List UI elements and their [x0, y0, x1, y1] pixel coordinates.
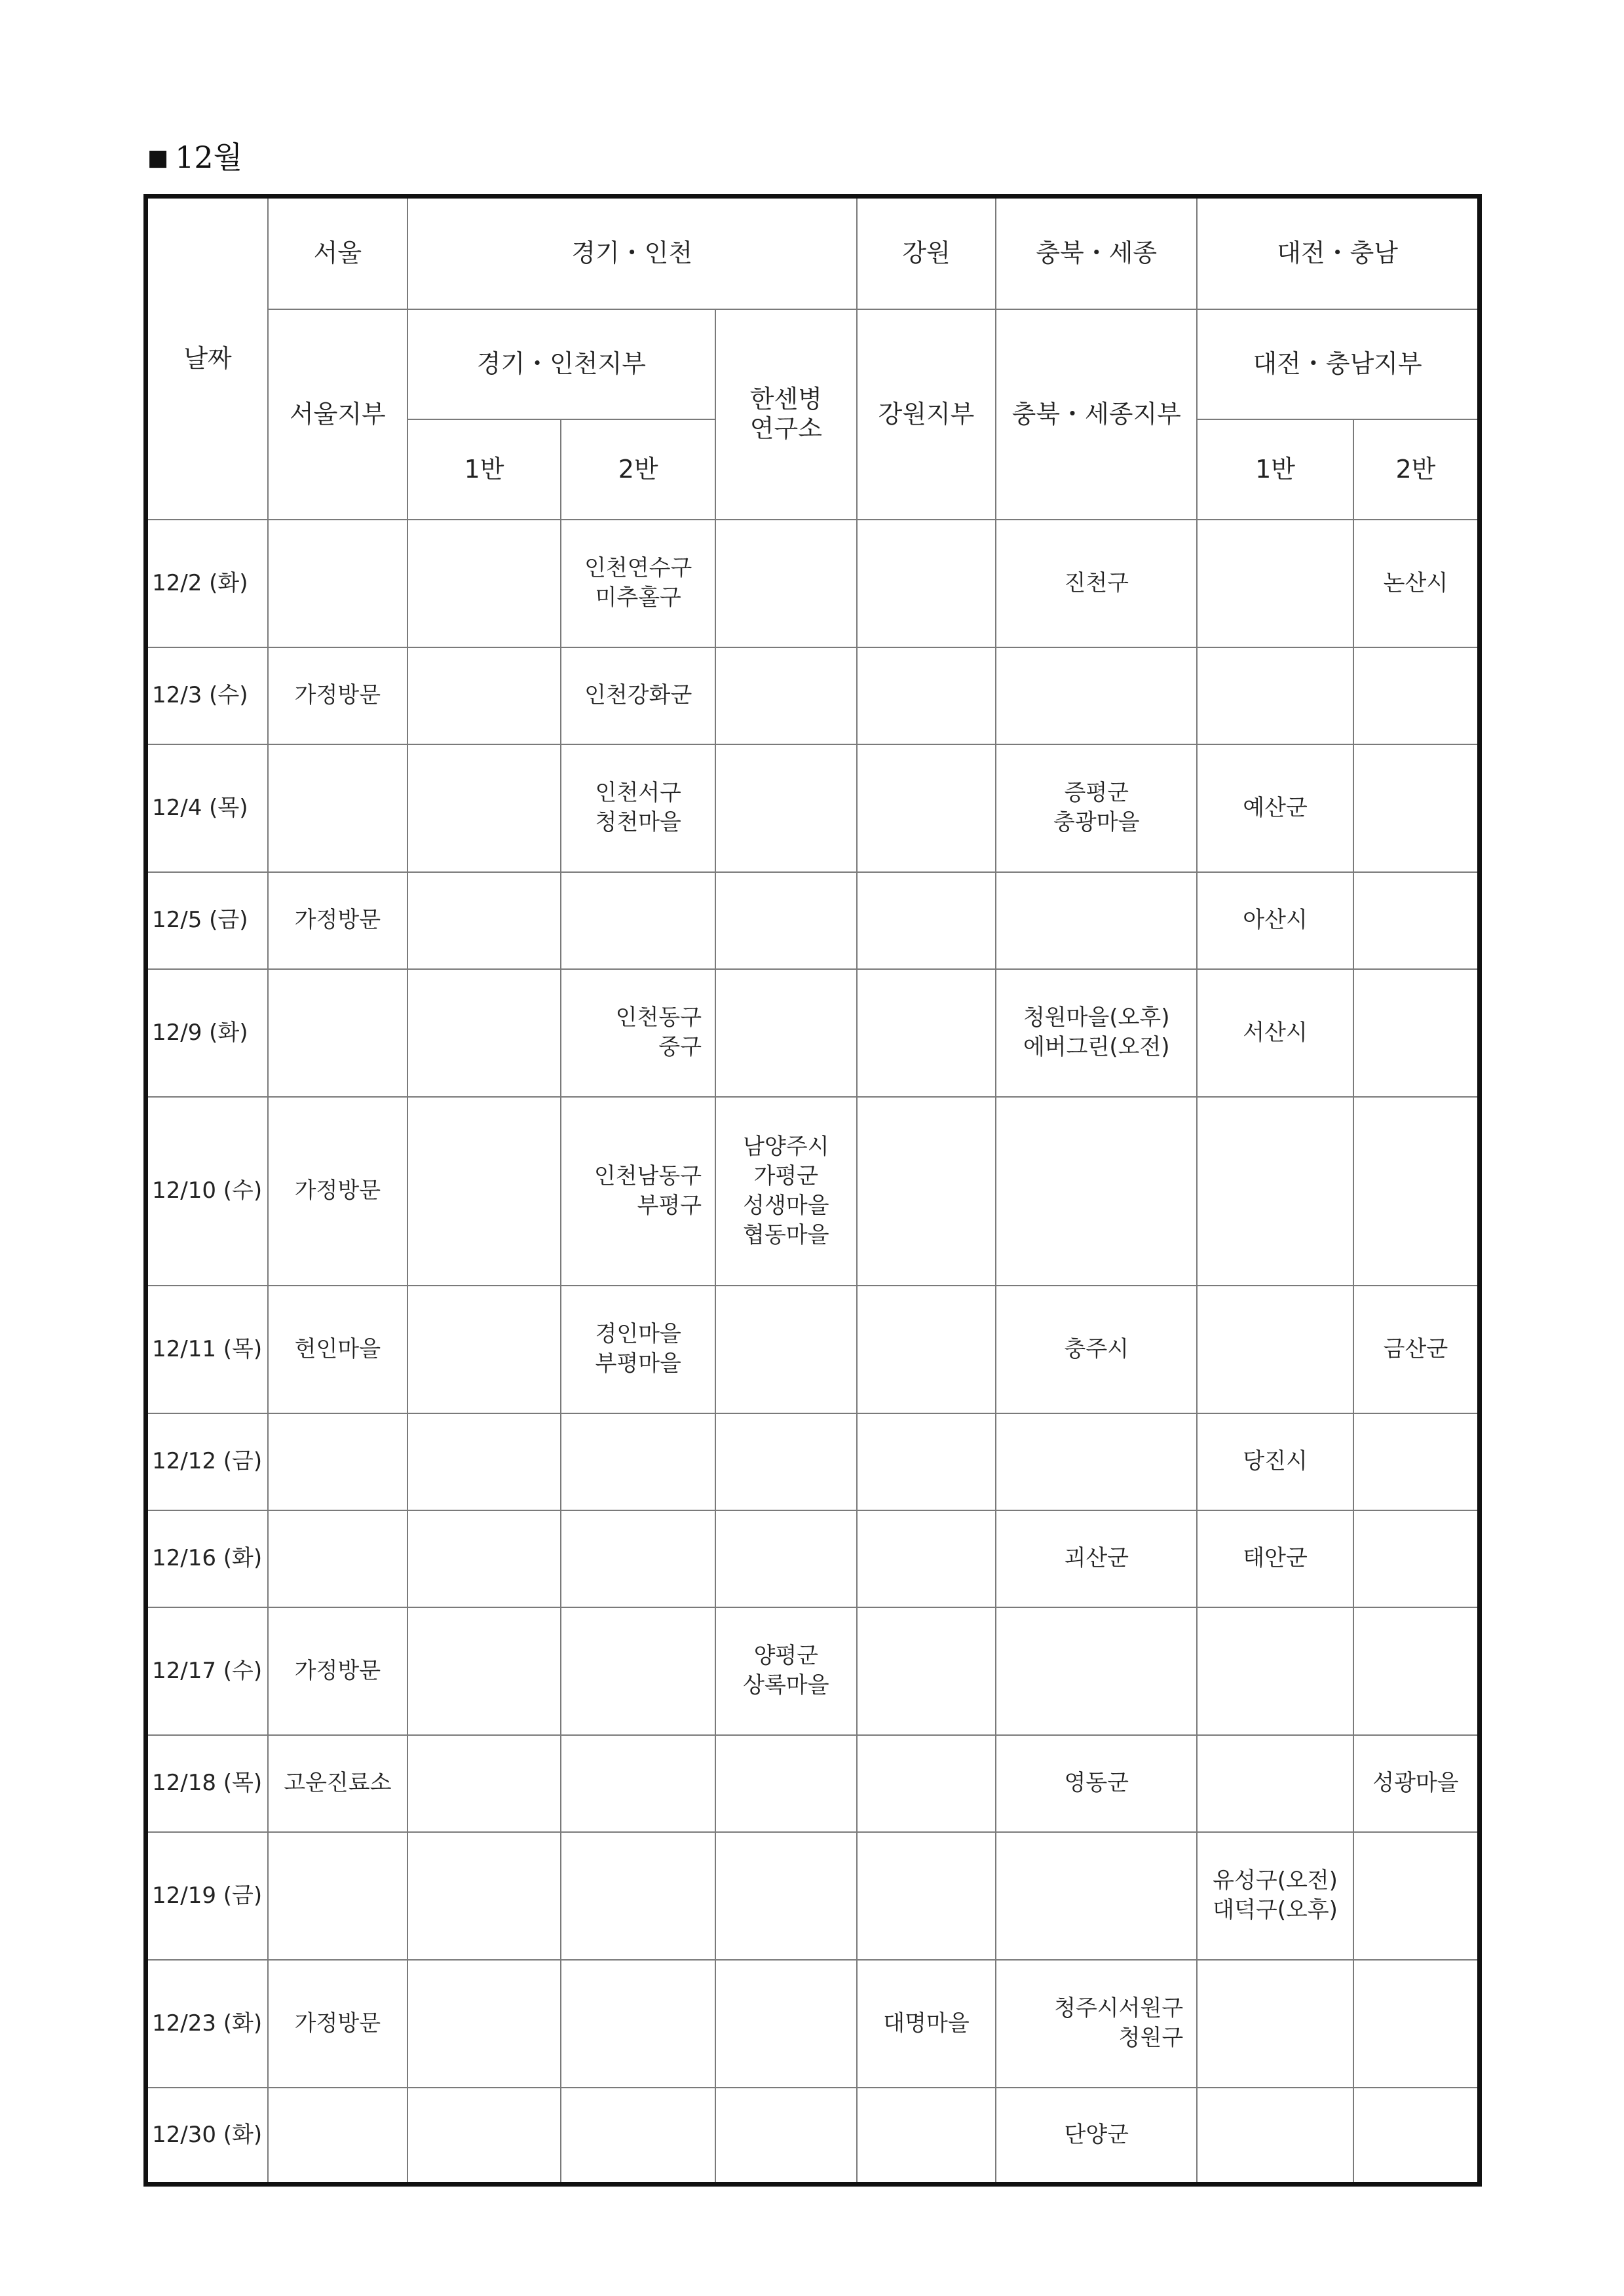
table-row — [146, 744, 1480, 872]
cell-g1 — [407, 1097, 561, 1286]
cell-research — [715, 1960, 857, 2088]
cell-chungbuk: 단양군 — [996, 2088, 1197, 2185]
header-row-branches — [146, 309, 1480, 419]
header-region-daejeon: 대전・충남 — [1197, 197, 1479, 309]
cell-g2 — [561, 1960, 715, 2088]
cell-g2 — [561, 1832, 715, 1960]
cell-gangwon — [857, 1413, 996, 1510]
cell-research — [715, 1413, 857, 1510]
cell-g2 — [561, 1413, 715, 1510]
cell-gangwon — [857, 1735, 996, 1832]
cell-g2: 인천동구 중구 — [561, 969, 715, 1097]
cell-g1 — [407, 520, 561, 647]
cell-chungbuk: 증평군 충광마을 — [996, 744, 1197, 872]
cell-gangwon — [857, 744, 996, 872]
date-cell: 12/2 (화) — [146, 520, 269, 647]
cell-gangwon — [857, 1510, 996, 1607]
cell-gangwon — [857, 1286, 996, 1413]
cell-seoul — [268, 1413, 407, 1510]
cell-d1 — [1197, 1286, 1353, 1413]
header-row-regions — [146, 197, 1480, 309]
cell-research — [715, 647, 857, 744]
page-heading — [147, 134, 242, 181]
cell-chungbuk: 괴산군 — [996, 1510, 1197, 1607]
date-cell: 12/19 (금) — [146, 1832, 269, 1960]
cell-gangwon — [857, 969, 996, 1097]
header-group-d2: 2반 — [1353, 419, 1480, 520]
cell-chungbuk: 영동군 — [996, 1735, 1197, 1832]
cell-research — [715, 2088, 857, 2185]
cell-chungbuk: 충주시 — [996, 1286, 1197, 1413]
cell-seoul — [268, 969, 407, 1097]
cell-research — [715, 1832, 857, 1960]
header-region-chungbuk: 충북・세종 — [996, 197, 1197, 309]
cell-chungbuk: 청주시서원구 청원구 — [996, 1960, 1197, 2088]
cell-chungbuk — [996, 1413, 1197, 1510]
date-cell: 12/3 (수) — [146, 647, 269, 744]
cell-seoul: 고운진료소 — [268, 1735, 407, 1832]
cell-research — [715, 1735, 857, 1832]
cell-d1 — [1197, 520, 1353, 647]
cell-g2: 인천강화군 — [561, 647, 715, 744]
cell-research — [715, 744, 857, 872]
cell-research — [715, 969, 857, 1097]
date-cell: 12/30 (화) — [146, 2088, 269, 2185]
cell-g1 — [407, 1960, 561, 2088]
cell-gangwon — [857, 872, 996, 969]
cell-g2 — [561, 2088, 715, 2185]
header-group-d1: 1반 — [1197, 419, 1353, 520]
cell-g1 — [407, 1735, 561, 1832]
cell-d2 — [1353, 1832, 1480, 1960]
cell-g1 — [407, 1286, 561, 1413]
header-branch-seoul: 서울지부 — [268, 309, 407, 520]
cell-d1: 서산시 — [1197, 969, 1353, 1097]
cell-d2 — [1353, 2088, 1480, 2185]
table-row — [146, 1735, 1480, 1832]
table-row — [146, 969, 1480, 1097]
table-row — [146, 872, 1480, 969]
header-group-g2: 2반 — [561, 419, 715, 520]
date-cell: 12/23 (화) — [146, 1960, 269, 2088]
cell-chungbuk — [996, 647, 1197, 744]
cell-g2: 인천연수구 미추홀구 — [561, 520, 715, 647]
date-cell: 12/12 (금) — [146, 1413, 269, 1510]
cell-d2: 논산시 — [1353, 520, 1480, 647]
cell-gangwon — [857, 1607, 996, 1735]
cell-research — [715, 1286, 857, 1413]
header-branch-gangwon: 강원지부 — [857, 309, 996, 520]
cell-d2 — [1353, 1097, 1480, 1286]
cell-g1 — [407, 969, 561, 1097]
cell-gangwon — [857, 2088, 996, 2185]
cell-seoul: 가정방문 — [268, 1960, 407, 2088]
table-row — [146, 2088, 1480, 2185]
date-cell: 12/9 (화) — [146, 969, 269, 1097]
date-cell: 12/10 (수) — [146, 1097, 269, 1286]
cell-chungbuk — [996, 1607, 1197, 1735]
table-row — [146, 1413, 1480, 1510]
cell-chungbuk: 청원마을(오후) 에버그린(오전) — [996, 969, 1197, 1097]
cell-d2 — [1353, 1607, 1480, 1735]
date-cell: 12/17 (수) — [146, 1607, 269, 1735]
cell-gangwon — [857, 647, 996, 744]
cell-d1: 당진시 — [1197, 1413, 1353, 1510]
cell-seoul — [268, 1832, 407, 1960]
cell-chungbuk — [996, 1097, 1197, 1286]
cell-d2 — [1353, 1960, 1480, 2088]
cell-d2 — [1353, 969, 1480, 1097]
cell-d1 — [1197, 1097, 1353, 1286]
square-bullet-icon: ■ — [147, 145, 169, 171]
cell-gangwon — [857, 520, 996, 647]
cell-seoul: 가정방문 — [268, 1607, 407, 1735]
table-row — [146, 1832, 1480, 1960]
header-region-gangwon: 강원 — [857, 197, 996, 309]
cell-g2: 인천서구 청천마을 — [561, 744, 715, 872]
header-date: 날짜 — [146, 197, 269, 520]
cell-chungbuk — [996, 872, 1197, 969]
header-region-gyeonggi: 경기・인천 — [407, 197, 857, 309]
cell-d2 — [1353, 1510, 1480, 1607]
cell-gangwon — [857, 1097, 996, 1286]
cell-g2 — [561, 1735, 715, 1832]
cell-g2 — [561, 872, 715, 969]
cell-d2: 성광마을 — [1353, 1735, 1480, 1832]
schedule-table — [143, 194, 1482, 2187]
header-branch-chungbuk: 충북・세종지부 — [996, 309, 1197, 520]
cell-research — [715, 1510, 857, 1607]
cell-g1 — [407, 647, 561, 744]
cell-seoul: 가정방문 — [268, 872, 407, 969]
cell-d1 — [1197, 1607, 1353, 1735]
cell-g2: 경인마을 부평마을 — [561, 1286, 715, 1413]
cell-d2 — [1353, 1413, 1480, 1510]
cell-g2: 인천남동구 부평구 — [561, 1097, 715, 1286]
table-row — [146, 1960, 1480, 2088]
cell-research: 양평군 상록마을 — [715, 1607, 857, 1735]
cell-d1: 아산시 — [1197, 872, 1353, 969]
cell-research — [715, 872, 857, 969]
cell-d1: 태안군 — [1197, 1510, 1353, 1607]
cell-chungbuk — [996, 1832, 1197, 1960]
header-branch-daejeon: 대전・충남지부 — [1197, 309, 1479, 419]
cell-seoul: 가정방문 — [268, 647, 407, 744]
header-group-g1: 1반 — [407, 419, 561, 520]
cell-research — [715, 520, 857, 647]
cell-gangwon — [857, 1832, 996, 1960]
date-cell: 12/18 (목) — [146, 1735, 269, 1832]
cell-d1: 유성구(오전) 대덕구(오후) — [1197, 1832, 1353, 1960]
cell-d2 — [1353, 647, 1480, 744]
cell-d2: 금산군 — [1353, 1286, 1480, 1413]
cell-seoul — [268, 744, 407, 872]
header-branch-research: 한센병 연구소 — [715, 309, 857, 520]
cell-research: 남양주시 가평군 성생마을 협동마을 — [715, 1097, 857, 1286]
date-cell: 12/4 (목) — [146, 744, 269, 872]
cell-g1 — [407, 1607, 561, 1735]
cell-d1 — [1197, 1960, 1353, 2088]
cell-g1 — [407, 1510, 561, 1607]
cell-g2 — [561, 1510, 715, 1607]
date-cell: 12/5 (금) — [146, 872, 269, 969]
cell-seoul: 가정방문 — [268, 1097, 407, 1286]
cell-g1 — [407, 2088, 561, 2185]
cell-gangwon: 대명마을 — [857, 1960, 996, 2088]
table-row — [146, 1097, 1480, 1286]
table-row — [146, 1286, 1480, 1413]
cell-d1 — [1197, 2088, 1353, 2185]
cell-seoul: 헌인마을 — [268, 1286, 407, 1413]
page-title: 12월 — [175, 140, 243, 175]
cell-g1 — [407, 1832, 561, 1960]
date-cell: 12/16 (화) — [146, 1510, 269, 1607]
cell-seoul — [268, 2088, 407, 2185]
cell-d2 — [1353, 872, 1480, 969]
cell-g1 — [407, 744, 561, 872]
cell-chungbuk: 진천구 — [996, 520, 1197, 647]
header-region-seoul: 서울 — [268, 197, 407, 309]
date-cell: 12/11 (목) — [146, 1286, 269, 1413]
cell-d1 — [1197, 647, 1353, 744]
header-branch-gyeonggi: 경기・인천지부 — [407, 309, 715, 419]
table-row — [146, 520, 1480, 647]
cell-seoul — [268, 1510, 407, 1607]
cell-seoul — [268, 520, 407, 647]
cell-g1 — [407, 872, 561, 969]
table-row — [146, 1607, 1480, 1735]
cell-d1 — [1197, 1735, 1353, 1832]
table-row — [146, 647, 1480, 744]
table-row — [146, 1510, 1480, 1607]
cell-g1 — [407, 1413, 561, 1510]
cell-d1: 예산군 — [1197, 744, 1353, 872]
cell-g2 — [561, 1607, 715, 1735]
cell-d2 — [1353, 744, 1480, 872]
